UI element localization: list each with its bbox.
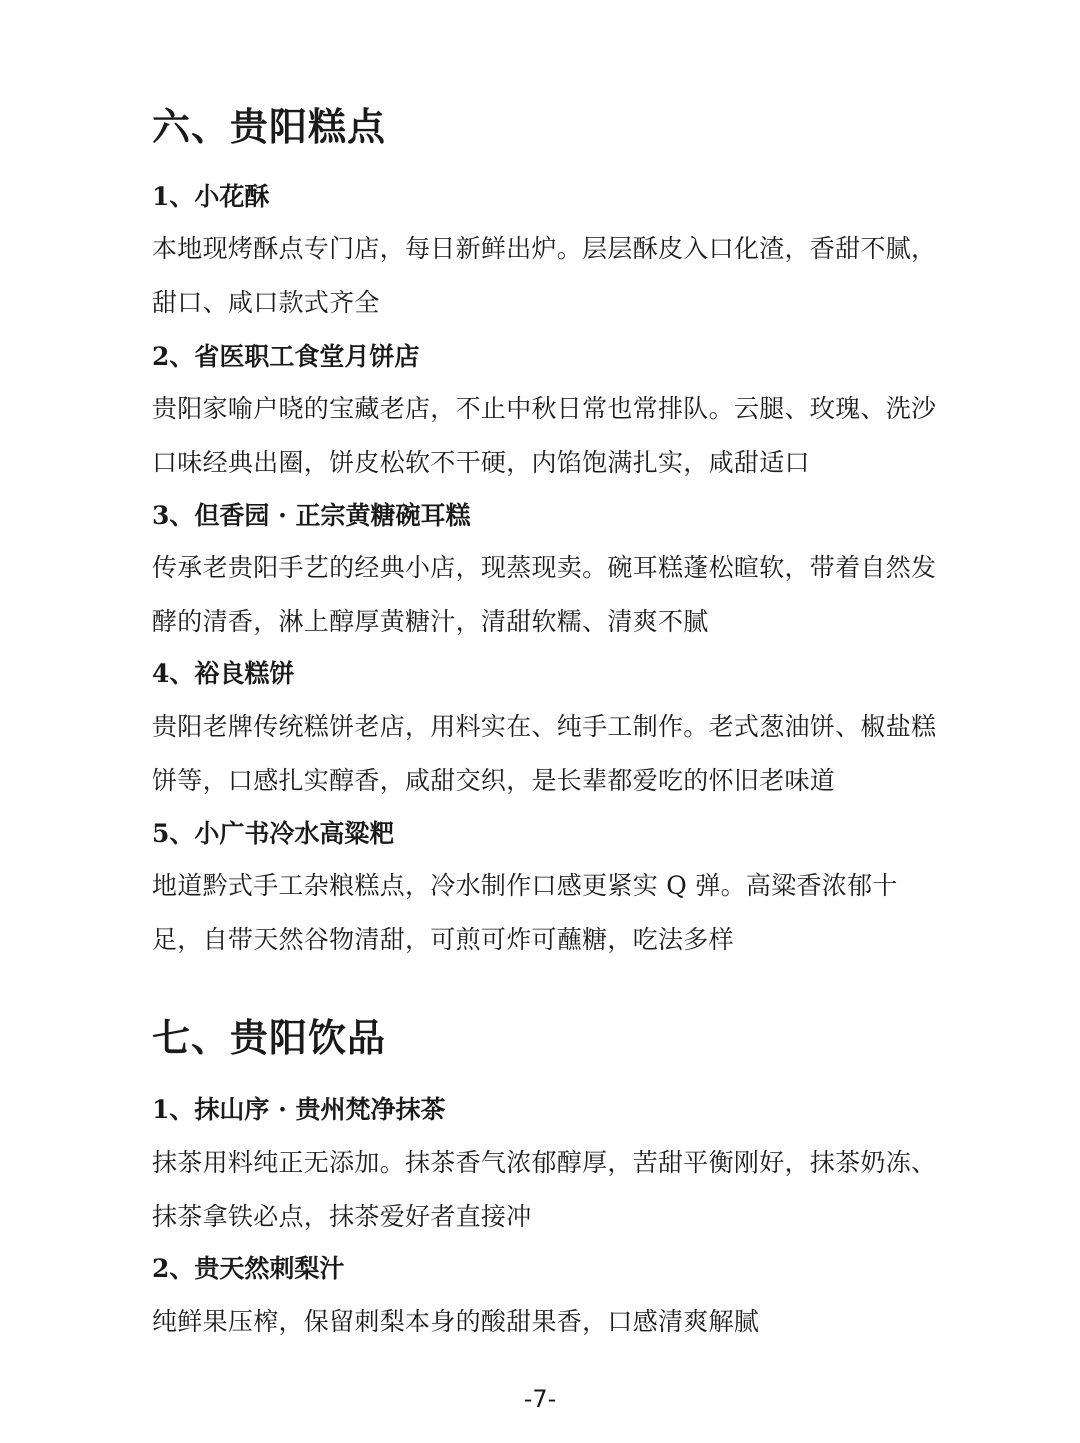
- item-title-xiaohuasu: 1、小花酥: [152, 182, 270, 211]
- item-description-gaoliangba: 地道黔式手工杂粮糕点，冷水制作口感更紧实 Q 弹。高粱香浓郁十足，自带天然谷物清甜，可煎可炸可蘸糖，吃法多样: [152, 871, 898, 954]
- item-description-yuliang: 贵阳老牌传统糕饼老店，用料实在、纯手工制作。老式葱油饼、椒盐糕饼等，口感扎实醇香，咸甜交织，是长辈都爱吃的怀旧老味道: [152, 712, 937, 795]
- item-title-yuliang: 4、裕良糕饼: [152, 659, 295, 688]
- section-title-drinks: 七、贵阳饮品: [152, 1016, 387, 1060]
- item-description-mooncake-shop: 贵阳家喻户晓的宝藏老店，不止中秋日常也常排队。云腿、玫瑰、洗沙口味经典出圈，饼皮松软不干硬，内馅饱满扎实，咸甜适口: [152, 394, 937, 477]
- item-description-wanergao: 传承老贵阳手艺的经典小店，现蒸现卖。碗耳糕蓬松暄软，带着自然发酵的清香，淋上醇厚黄糖汁，清甜软糯、清爽不腻: [152, 553, 937, 636]
- page-number: -7-: [523, 1385, 557, 1413]
- item-title-cili-juice: 2、贵天然刺梨汁: [152, 1254, 345, 1283]
- item-title-matcha: 1、抹山序 · 贵州梵净抹茶: [152, 1095, 446, 1124]
- item-description-cili-juice: 纯鲜果压榨，保留刺梨本身的酸甜果香，口感清爽解腻: [152, 1307, 760, 1336]
- item-description-matcha: 抹茶用料纯正无添加。抹茶香气浓郁醇厚，苦甜平衡刚好，抹茶奶冻、抹茶拿铁必点，抹茶爱好者直接冲: [152, 1148, 937, 1231]
- item-title-gaoliangba: 5、小广书冷水高粱粑: [152, 819, 395, 848]
- item-title-wanergao: 3、但香园 · 正宗黄糖碗耳糕: [152, 501, 471, 530]
- item-description-xiaohuasu: 本地现烤酥点专门店，每日新鲜出炉。层层酥皮入口化渣，香甜不腻，甜口、咸口款式齐全: [152, 234, 937, 317]
- item-title-mooncake-shop: 2、省医职工食堂月饼店: [152, 342, 420, 371]
- section-title-pastries: 六、贵阳糕点: [152, 105, 387, 149]
